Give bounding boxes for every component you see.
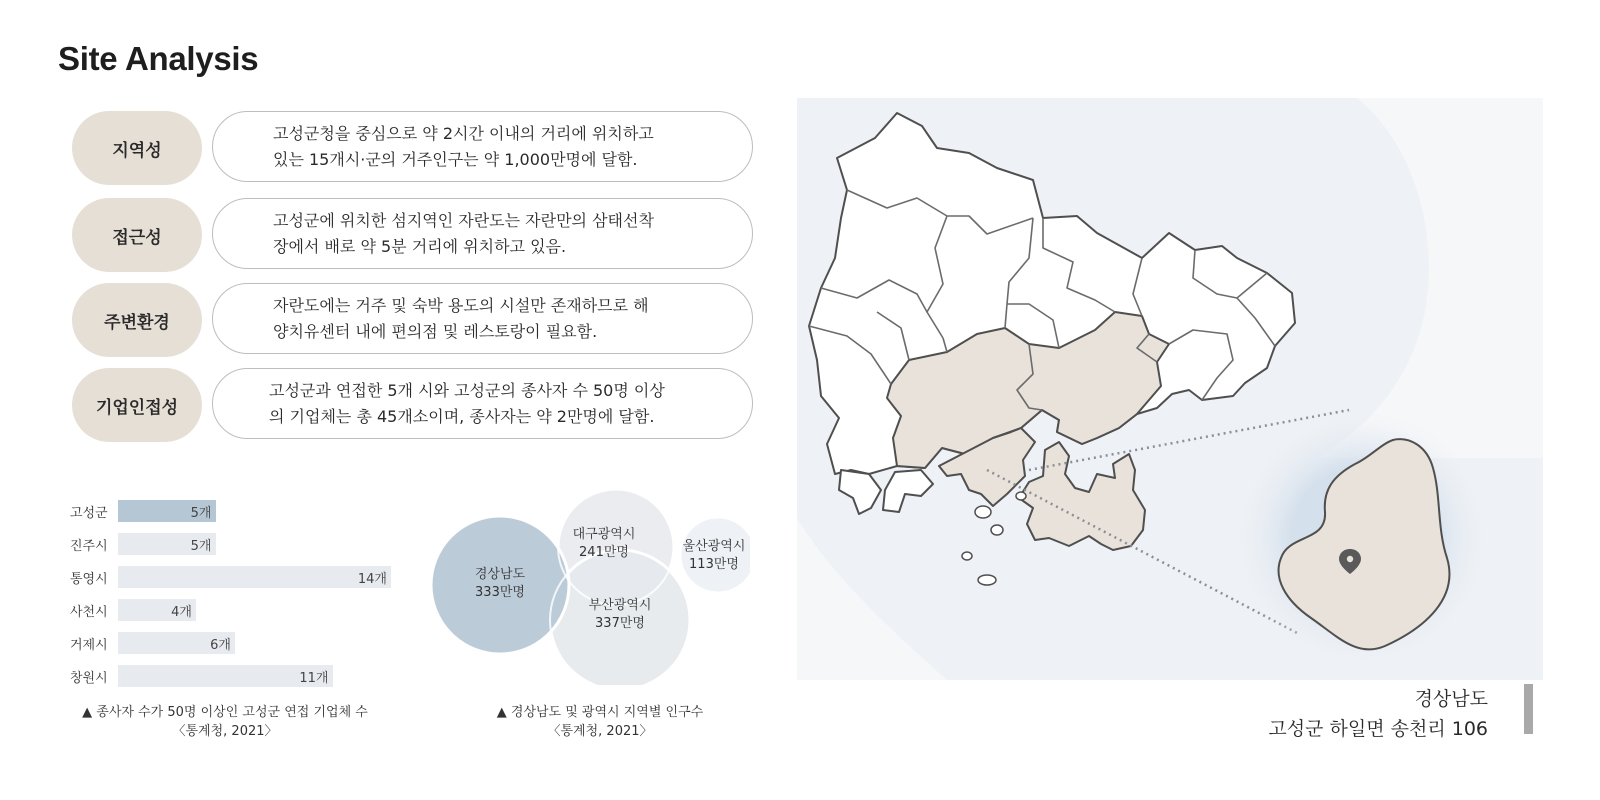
analysis-row-environment: [72, 283, 756, 357]
caption-line: ▲ 경상남도 및 광역시 지역별 인구수: [496, 705, 704, 720]
bar-category-label: 사천시: [70, 605, 108, 620]
bubble-label: 경상남도: [474, 567, 526, 582]
bar: [118, 665, 333, 687]
bar-row: [70, 632, 430, 654]
analysis-description: [212, 283, 753, 354]
analysis-label: 지역성: [72, 111, 202, 185]
address-accent-bar: [1524, 684, 1533, 734]
analysis-line: 고성군과 연접한 5개 시와 고성군의 종사자 수 50명 이상: [269, 380, 665, 400]
bubble-value: 333만명: [475, 585, 525, 600]
analysis-row-region: [72, 111, 756, 185]
bar: [118, 533, 216, 555]
analysis-line: 장에서 배로 약 5분 거리에 위치하고 있음.: [273, 236, 567, 256]
bar-category-label: 고성군: [70, 506, 108, 521]
bar: [118, 599, 196, 621]
analysis-line: 고성군청을 중심으로 약 2시간 이내의 거리에 위치하고: [273, 123, 654, 143]
bubble-value: 241만명: [579, 545, 629, 560]
bar-value-label: 6개: [210, 638, 231, 653]
analysis-line: 고성군에 위치한 섬지역인 자란도는 자란만의 삼태선착: [273, 210, 654, 230]
caption-source: 〈통계청, 2021〉: [172, 724, 278, 739]
analysis-description: [212, 111, 753, 182]
bar-row: [70, 599, 430, 621]
bar-category-label: 창원시: [70, 671, 108, 686]
bar-value-label: 14개: [357, 572, 387, 587]
analysis-description: [212, 198, 753, 269]
analysis-row-access: [72, 198, 756, 272]
bar: [118, 632, 235, 654]
bar-value-label: 11개: [299, 671, 329, 686]
bar-row: [70, 566, 430, 588]
analysis-line: 있는 15개시·군의 거주인구는 약 1,000만명에 달함.: [273, 149, 638, 169]
business-count-bar-chart: [70, 500, 430, 700]
analysis-line: 의 기업체는 총 45개소이며, 종사자는 약 2만명에 달함.: [269, 406, 655, 426]
bar-row: [70, 533, 430, 555]
analysis-row-business: [72, 368, 756, 442]
bar: [118, 566, 391, 588]
page-title: Site Analysis: [58, 40, 259, 77]
population-bubble-chart: [430, 480, 750, 685]
analysis-description: [212, 368, 753, 439]
bar-value-label: 5개: [190, 506, 212, 521]
bar: [118, 500, 216, 522]
bar-value-label: 4개: [171, 605, 192, 620]
analysis-line: 양치유센터 내에 편의점 및 레스토랑이 필요함.: [273, 321, 598, 341]
analysis-label: 주변환경: [72, 283, 202, 357]
bar-category-label: 통영시: [70, 572, 108, 587]
site-address: [1268, 684, 1488, 744]
bar-category-label: 거제시: [70, 638, 108, 653]
region-map: [797, 98, 1543, 680]
bubble-label: 부산광역시: [588, 598, 652, 613]
caption-source: 〈통계청, 2021〉: [547, 724, 653, 739]
bubble-value: 337만명: [595, 616, 645, 631]
address-province: 경상남도: [1414, 688, 1488, 710]
bar-category-label: 진주시: [70, 539, 108, 554]
analysis-label: 기업인접성: [72, 368, 202, 442]
bar-value-label: 5개: [190, 539, 212, 554]
address-detail: 고성군 하일면 송천리 106: [1268, 718, 1488, 740]
bar-row: [70, 665, 430, 687]
caption-line: ▲ 종사자 수가 50명 이상인 고성군 연접 기업체 수: [82, 705, 368, 720]
bubble-label: 대구광역시: [572, 527, 636, 542]
analysis-label: 접근성: [72, 198, 202, 272]
bubble-label: 울산광역시: [682, 539, 746, 554]
bubble-ulsan: [680, 517, 750, 593]
analysis-line: 자란도에는 거주 및 숙박 용도의 시설만 존재하므로 해: [273, 295, 649, 315]
bubble-value: 113만명: [689, 557, 739, 572]
bar-chart-caption: [70, 703, 380, 741]
bar-row: [70, 500, 430, 522]
bubble-chart-caption: [480, 703, 720, 741]
